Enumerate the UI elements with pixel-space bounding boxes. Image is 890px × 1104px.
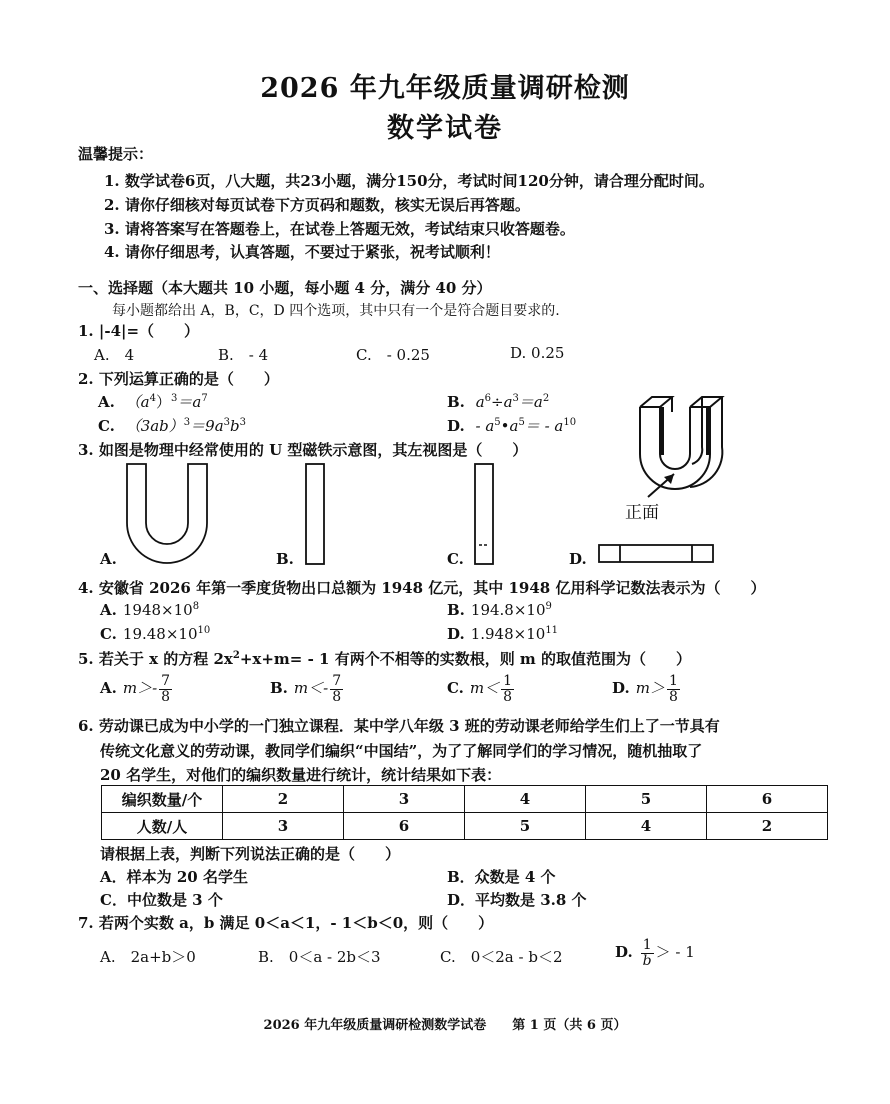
- q2-c-part3: b: [230, 417, 240, 435]
- q5-d-numerator: 1: [668, 673, 678, 689]
- q5-c-denominator: 8: [503, 688, 513, 705]
- q7-d-numerator: 1: [642, 937, 652, 953]
- q6-stem-line3: 20 名学生，对他们的编织数量进行统计，统计结果如下表：: [100, 766, 502, 784]
- q5-a-numerator: 7: [161, 673, 171, 689]
- q2-d-label: D.: [447, 417, 465, 435]
- q4-b-label: B.: [447, 601, 465, 619]
- q4-option-b: [447, 601, 552, 619]
- page-footer: 2026 年九年级质量调研检测数学试卷 第 1 页（共 6 页）: [263, 1018, 627, 1033]
- q5-stem-part1: 5. 若关于 x 的方程 2x: [78, 650, 233, 668]
- q4-stem: 4. 安徽省 2026 年第一季度货物出口总额为 1948 亿元，其中 1948 亿用科学记数法表示为（ ）: [78, 579, 766, 597]
- q2-c-part2: ＝9a: [190, 417, 224, 435]
- table-cell: 2: [707, 813, 828, 840]
- q5-d-label: D.: [612, 679, 630, 698]
- q5-option-c: [447, 674, 516, 704]
- q6-statistics-table: [101, 785, 828, 840]
- q2-c-exp2: 3: [223, 417, 231, 428]
- q3-option-d-label: D.: [569, 550, 587, 568]
- q5-stem: [78, 648, 691, 669]
- q3-option-a-label: A.: [100, 550, 117, 568]
- q2-b-label: B.: [447, 393, 465, 411]
- q5-option-d: [612, 674, 682, 704]
- q7-stem: 7. 若两个实数 a，b 满足 0＜a＜1，- 1＜b＜0，则（ ）: [78, 914, 494, 932]
- q2-c-part1: （3ab）: [125, 417, 184, 435]
- q2-b-exp3: 2: [542, 393, 550, 404]
- q5-b-pre: m＜-: [293, 679, 329, 698]
- q2-c-exp3: 3: [239, 417, 247, 428]
- q2-option-c: [98, 415, 246, 436]
- q6-option-b: B．众数是 4 个: [447, 868, 556, 886]
- q6-stem-line1: 6. 劳动课已成为中小学的一门独立课程．某中学八年级 3 班的劳动课老师给学生们上了一节具有: [78, 717, 720, 735]
- table-cell: 5: [465, 813, 586, 840]
- q4-option-d: [447, 625, 558, 643]
- q1-expression: |-4|=（ ）: [98, 322, 200, 340]
- q4-d-label: D.: [447, 625, 465, 643]
- q5-option-b: [270, 674, 345, 704]
- q4-c-base: 19.48×10: [122, 625, 198, 643]
- q6-question: 请根据上表，判断下列说法正确的是（ ）: [100, 845, 401, 863]
- q2-c-exp1: 3: [183, 417, 191, 428]
- q7-d-label: D.: [615, 943, 633, 962]
- exam-title: 2026 年九年级质量调研检测: [260, 73, 630, 104]
- q2-a-part3: ＝a: [177, 393, 202, 411]
- table-cell: 4: [465, 786, 586, 813]
- q7-d-fraction: [641, 938, 654, 968]
- q7-d-denominator: b: [642, 952, 652, 969]
- q5-a-label: A.: [100, 679, 117, 698]
- q5-b-label: B.: [270, 679, 288, 698]
- q4-d-exp: 11: [545, 625, 559, 636]
- q3-option-c-bar-hidden-line: [474, 463, 494, 565]
- q3-option-b-label: B.: [276, 550, 294, 568]
- q6-stem-line2: 传统文化意义的劳动课，教同学们编织“中国结”，为了了解同学们的学习情况，随机抽取了: [100, 742, 703, 760]
- q5-a-denominator: 8: [161, 688, 171, 705]
- q2-b-part2: ÷a: [491, 393, 513, 411]
- q5-b-denominator: 8: [332, 688, 342, 705]
- q2-a-exp2: 3: [171, 393, 178, 404]
- q5-c-label: C.: [447, 679, 464, 698]
- section-title: 一、选择题（本大题共 10 小题，每小题 4 分，满分 40 分）: [78, 279, 492, 297]
- q1-stem: [78, 320, 199, 341]
- table-cell: 5: [586, 786, 707, 813]
- q2-b-part3: ＝a: [518, 393, 543, 411]
- q1-option-c: C. - 0.25: [356, 346, 430, 364]
- table-header-count: 编织数量/个: [102, 786, 223, 813]
- q5-a-pre: m＞-: [122, 679, 158, 698]
- table-cell: 3: [223, 813, 344, 840]
- q2-b-part1: a: [475, 393, 485, 411]
- q4-c-label: C.: [100, 625, 117, 643]
- q3-option-a-u-shape: [126, 463, 208, 565]
- q2-b-exp2: 3: [512, 393, 519, 404]
- q5-c-numerator: 1: [503, 673, 513, 689]
- tip-item-1: 1. 数学试卷6页，八大题，共23小题，满分150分，考试时间120分钟，请合理分配时间。: [104, 172, 714, 190]
- q5-c-pre: m＜: [469, 679, 500, 698]
- q4-d-base: 1.948×10: [470, 625, 546, 643]
- q7-option-a: A. 2a+b＞0: [100, 948, 196, 966]
- table-cell: 6: [344, 813, 465, 840]
- q2-a-exp3: 7: [201, 393, 208, 404]
- q2-a-part1: （a: [125, 393, 150, 411]
- q4-a-label: A.: [100, 601, 117, 619]
- q3-option-b-bar: [305, 463, 325, 565]
- table-cell: 6: [707, 786, 828, 813]
- q2-a-part2: ）: [155, 393, 171, 411]
- q4-c-exp: 10: [197, 625, 211, 636]
- q4-a-exp: 8: [192, 601, 200, 612]
- q1-option-d: D. 0.25: [510, 344, 565, 362]
- q5-d-denominator: 8: [668, 688, 678, 705]
- q5-b-numerator: 7: [332, 673, 342, 689]
- tip-item-4: 4. 请你仔细思考，认真答题，不要过于紧张，祝考试顺利！: [104, 243, 500, 261]
- q1-option-a: A. 4: [94, 346, 135, 364]
- q1-number: 1.: [78, 322, 94, 340]
- q2-d-exp2: 5: [518, 417, 525, 428]
- tip-item-2: 2. 请你仔细核对每页试卷下方页码和题数，核实无误后再答题。: [104, 196, 530, 214]
- q2-option-d: [447, 415, 576, 436]
- q4-b-exp: 9: [545, 601, 552, 612]
- q6-option-c: C．中位数是 3 个: [100, 891, 223, 909]
- q5-stem-part2: +x+m= - 1 有两个不相等的实数根，则 m 的取值范围为（ ）: [239, 650, 692, 668]
- q6-option-a: A．样本为 20 名学生: [100, 868, 248, 886]
- q4-a-base: 1948×10: [122, 601, 193, 619]
- table-cell: 3: [344, 786, 465, 813]
- q7-d-post: ＞ - 1: [655, 943, 695, 962]
- q5-d-pre: m＞: [635, 679, 665, 698]
- q7-option-b: B. 0＜a - 2b＜3: [258, 948, 381, 966]
- q3-option-d-rectangle: [598, 544, 714, 564]
- q5-b-fraction: [330, 674, 343, 704]
- q4-b-base: 194.8×10: [470, 601, 546, 619]
- table-cell: 2: [223, 786, 344, 813]
- q2-d-part2: •a: [500, 417, 519, 435]
- q2-stem: 2. 下列运算正确的是（ ）: [78, 370, 279, 388]
- q5-stem-exp: 2: [232, 650, 240, 661]
- q2-b-exp1: 6: [484, 393, 492, 404]
- q2-option-a: [98, 391, 208, 412]
- q6-option-d: D．平均数是 3.8 个: [447, 891, 587, 909]
- q4-option-c: [100, 625, 210, 643]
- q5-option-a: [100, 674, 174, 704]
- q3-stem: 3. 如图是物理中经常使用的 U 型磁铁示意图，其左视图是（ ）: [78, 441, 528, 459]
- table-cell: 4: [586, 813, 707, 840]
- q2-a-exp1: 4: [149, 393, 156, 404]
- q4-option-a: [100, 601, 199, 619]
- table-row: [102, 813, 828, 840]
- table-header-people: 人数/人: [102, 813, 223, 840]
- tip-item-3: 3. 请将答案写在答题卷上，在试卷上答题无效，考试结束只收答题卷。: [104, 220, 575, 238]
- q2-c-label: C.: [98, 417, 115, 435]
- q2-d-exp1: 5: [494, 417, 501, 428]
- q5-c-fraction: [501, 674, 514, 704]
- exam-subtitle: 数学试卷: [387, 113, 503, 144]
- q5-d-fraction: [667, 674, 680, 704]
- q7-option-d: [615, 938, 695, 968]
- q1-option-b: B. - 4: [218, 346, 269, 364]
- q2-d-exp3: 10: [563, 417, 577, 428]
- q3-option-c-label: C.: [447, 550, 464, 568]
- q2-d-part3: ＝ - a: [524, 417, 564, 435]
- q5-a-fraction: [159, 674, 172, 704]
- q2-option-b: [447, 391, 549, 412]
- section-description: 每小题都给出 A，B，C，D 四个选项，其中只有一个是符合题目要求的.: [112, 303, 560, 319]
- tips-label: 温馨提示：: [78, 145, 154, 163]
- table-row: [102, 786, 828, 813]
- front-label: 正面: [625, 503, 659, 523]
- q2-d-part1: - a: [475, 417, 495, 435]
- q2-a-label: A.: [98, 393, 115, 411]
- q7-option-c: C. 0＜2a - b＜2: [440, 948, 563, 966]
